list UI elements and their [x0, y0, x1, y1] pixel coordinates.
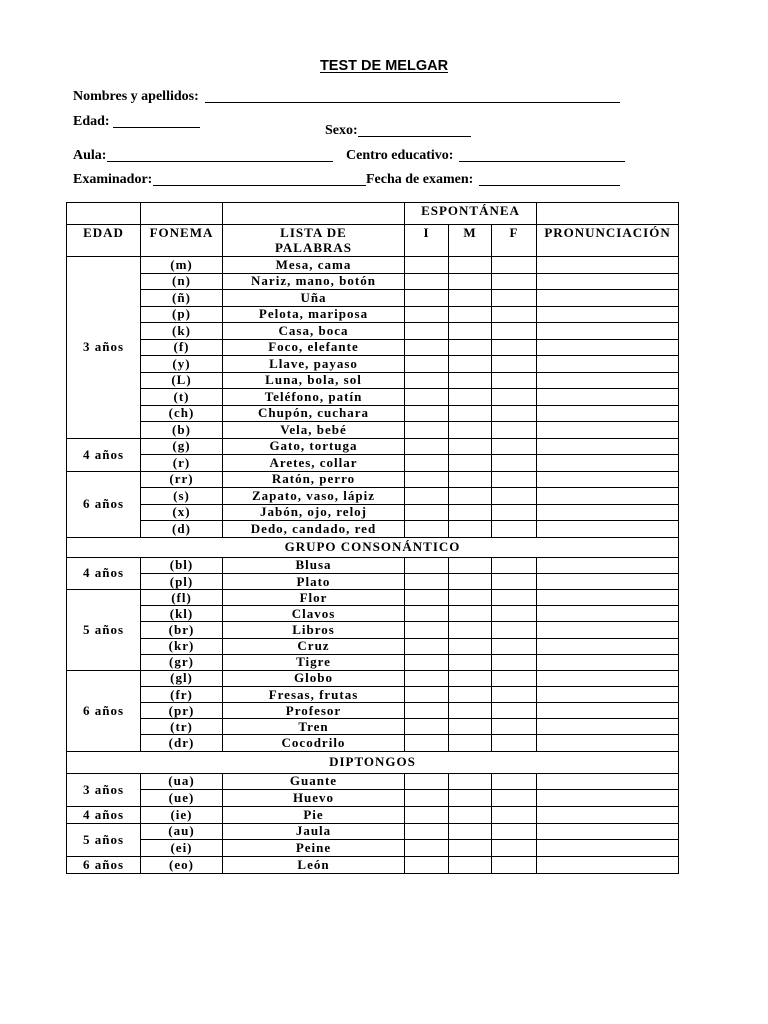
response-cell-m: [449, 590, 492, 606]
table-row: [67, 773, 679, 790]
response-cell-m: [449, 471, 492, 488]
phoneme-cell: (dr): [141, 735, 223, 751]
response-cell-i: [405, 735, 449, 751]
header-i: I: [405, 225, 449, 257]
melgar-test-table: [66, 202, 679, 874]
pronunciation-cell: [537, 703, 679, 719]
response-cell-m: [449, 703, 492, 719]
word-list-cell: Casa, boca: [223, 323, 405, 340]
table-row: [67, 557, 679, 573]
phoneme-cell: (ua): [141, 773, 223, 790]
table-row: [67, 273, 679, 290]
sexo-label: Sexo:: [325, 123, 358, 138]
table-row: [67, 455, 679, 472]
word-list-cell: Profesor: [223, 703, 405, 719]
response-cell-i: [405, 703, 449, 719]
response-cell-m: [449, 670, 492, 686]
pronunciation-cell: [537, 405, 679, 422]
phoneme-cell: (au): [141, 823, 223, 840]
response-cell-f: [492, 790, 537, 807]
table-row: [67, 521, 679, 538]
response-cell-m: [449, 773, 492, 790]
table-row: [67, 422, 679, 439]
table-row: [67, 670, 679, 686]
pronunciation-cell: [537, 840, 679, 857]
phoneme-cell: (d): [141, 521, 223, 538]
response-cell-f: [492, 257, 537, 274]
header-blank-cell: [141, 203, 223, 225]
pronunciation-cell: [537, 356, 679, 373]
sexo-blank-line: [358, 136, 471, 137]
header-espontanea: ESPONTÁNEA: [405, 203, 537, 225]
response-cell-i: [405, 557, 449, 573]
response-cell-i: [405, 488, 449, 505]
response-cell-m: [449, 405, 492, 422]
word-list-cell: Aretes, collar: [223, 455, 405, 472]
section-title-row: [67, 537, 679, 557]
header-lista-palabras-text: LISTA DE PALABRAS: [274, 225, 353, 255]
word-list-cell: Llave, payaso: [223, 356, 405, 373]
age-cell: 3 años: [67, 773, 141, 806]
phoneme-cell: (y): [141, 356, 223, 373]
response-cell-f: [492, 389, 537, 406]
word-list-cell: Jabón, ojo, reloj: [223, 504, 405, 521]
response-cell-i: [405, 606, 449, 622]
word-list-cell: Tren: [223, 719, 405, 735]
response-cell-f: [492, 372, 537, 389]
pronunciation-cell: [537, 488, 679, 505]
table-row: [67, 389, 679, 406]
phoneme-cell: (n): [141, 273, 223, 290]
response-cell-m: [449, 719, 492, 735]
phoneme-cell: (eo): [141, 856, 223, 873]
table-row: [67, 703, 679, 719]
phoneme-cell: (L): [141, 372, 223, 389]
phoneme-cell: (kl): [141, 606, 223, 622]
response-cell-i: [405, 438, 449, 455]
table-row: [67, 806, 679, 823]
word-list-cell: Libros: [223, 622, 405, 638]
phoneme-cell: (ch): [141, 405, 223, 422]
phoneme-cell: (br): [141, 622, 223, 638]
pronunciation-cell: [537, 670, 679, 686]
response-cell-i: [405, 306, 449, 323]
table-row: [67, 856, 679, 873]
pronunciation-cell: [537, 557, 679, 573]
response-cell-i: [405, 806, 449, 823]
table-row: [67, 306, 679, 323]
word-list-cell: Chupón, cuchara: [223, 405, 405, 422]
examinador-blank-line: [153, 185, 366, 186]
phoneme-cell: (ñ): [141, 290, 223, 307]
response-cell-f: [492, 622, 537, 638]
fecha-examen-blank-line: [479, 185, 620, 186]
word-list-cell: Teléfono, patín: [223, 389, 405, 406]
word-list-cell: Blusa: [223, 557, 405, 573]
response-cell-f: [492, 806, 537, 823]
response-cell-i: [405, 422, 449, 439]
pronunciation-cell: [537, 273, 679, 290]
pronunciation-cell: [537, 438, 679, 455]
table-row: [67, 606, 679, 622]
response-cell-m: [449, 806, 492, 823]
table-row: [67, 823, 679, 840]
phoneme-cell: (tr): [141, 719, 223, 735]
table-row: [67, 638, 679, 654]
centro-educativo-blank-line: [459, 161, 625, 162]
pronunciation-cell: [537, 372, 679, 389]
response-cell-m: [449, 438, 492, 455]
examinador-label: Examinador:: [73, 172, 153, 187]
pronunciation-cell: [537, 389, 679, 406]
phoneme-cell: (gr): [141, 654, 223, 670]
pronunciation-cell: [537, 422, 679, 439]
word-list-cell: Guante: [223, 773, 405, 790]
response-cell-f: [492, 719, 537, 735]
pronunciation-cell: [537, 290, 679, 307]
table-row: [67, 590, 679, 606]
response-cell-i: [405, 622, 449, 638]
pronunciation-cell: [537, 773, 679, 790]
table-row: [67, 405, 679, 422]
table-row: [67, 687, 679, 703]
nombres-label: Nombres y apellidos:: [73, 89, 199, 104]
response-cell-f: [492, 735, 537, 751]
phoneme-cell: (ei): [141, 840, 223, 857]
phoneme-cell: (g): [141, 438, 223, 455]
word-list-cell: Pie: [223, 806, 405, 823]
word-list-cell: Tigre: [223, 654, 405, 670]
response-cell-m: [449, 687, 492, 703]
table-row: [67, 790, 679, 807]
table-row: [67, 622, 679, 638]
response-cell-f: [492, 557, 537, 573]
response-cell-m: [449, 257, 492, 274]
table-row: [67, 654, 679, 670]
response-cell-m: [449, 488, 492, 505]
word-list-cell: Jaula: [223, 823, 405, 840]
word-list-cell: Flor: [223, 590, 405, 606]
phoneme-cell: (ue): [141, 790, 223, 807]
response-cell-i: [405, 790, 449, 807]
age-cell: 3 años: [67, 257, 141, 439]
header-fonema: FONEMA: [141, 225, 223, 257]
pronunciation-cell: [537, 654, 679, 670]
response-cell-i: [405, 670, 449, 686]
response-cell-i: [405, 687, 449, 703]
response-cell-f: [492, 840, 537, 857]
fecha-examen-label: Fecha de examen:: [366, 172, 474, 187]
pronunciation-cell: [537, 257, 679, 274]
phoneme-cell: (s): [141, 488, 223, 505]
word-list-cell: Nariz, mano, botón: [223, 273, 405, 290]
response-cell-m: [449, 790, 492, 807]
phoneme-cell: (x): [141, 504, 223, 521]
response-cell-f: [492, 773, 537, 790]
response-cell-f: [492, 638, 537, 654]
response-cell-i: [405, 590, 449, 606]
section-title: DIPTONGOS: [67, 751, 679, 773]
word-list-cell: Globo: [223, 670, 405, 686]
phoneme-cell: (ie): [141, 806, 223, 823]
header-lista-palabras: [223, 225, 405, 257]
response-cell-i: [405, 840, 449, 857]
header-pronunciacion: PRONUNCIACIÓN: [537, 225, 679, 257]
pronunciation-cell: [537, 638, 679, 654]
response-cell-i: [405, 573, 449, 589]
header-m: M: [449, 225, 492, 257]
aula-label: Aula:: [73, 148, 107, 163]
word-list-cell: Cruz: [223, 638, 405, 654]
response-cell-f: [492, 856, 537, 873]
response-cell-i: [405, 521, 449, 538]
response-cell-m: [449, 557, 492, 573]
phoneme-cell: (b): [141, 422, 223, 439]
pronunciation-cell: [537, 806, 679, 823]
response-cell-f: [492, 356, 537, 373]
phoneme-cell: (f): [141, 339, 223, 356]
response-cell-i: [405, 405, 449, 422]
response-cell-i: [405, 323, 449, 340]
nombres-blank-line: [205, 102, 620, 103]
word-list-cell: León: [223, 856, 405, 873]
age-cell: 6 años: [67, 856, 141, 873]
pronunciation-cell: [537, 590, 679, 606]
word-list-cell: Mesa, cama: [223, 257, 405, 274]
response-cell-i: [405, 504, 449, 521]
response-cell-f: [492, 323, 537, 340]
response-cell-m: [449, 840, 492, 857]
response-cell-f: [492, 339, 537, 356]
age-cell: 5 años: [67, 590, 141, 671]
response-cell-f: [492, 703, 537, 719]
response-cell-m: [449, 504, 492, 521]
response-cell-i: [405, 856, 449, 873]
phoneme-cell: (fl): [141, 590, 223, 606]
header-blank-cell: [537, 203, 679, 225]
age-cell: 4 años: [67, 806, 141, 823]
pronunciation-cell: [537, 606, 679, 622]
header-row-columns: [67, 225, 679, 257]
phoneme-cell: (r): [141, 455, 223, 472]
table-row: [67, 257, 679, 274]
word-list-cell: Dedo, candado, red: [223, 521, 405, 538]
response-cell-m: [449, 654, 492, 670]
response-cell-f: [492, 405, 537, 422]
word-list-cell: Huevo: [223, 790, 405, 807]
response-cell-f: [492, 670, 537, 686]
age-cell: 5 años: [67, 823, 141, 856]
response-cell-i: [405, 273, 449, 290]
response-cell-i: [405, 372, 449, 389]
response-cell-i: [405, 654, 449, 670]
response-cell-f: [492, 438, 537, 455]
pronunciation-cell: [537, 573, 679, 589]
edad-label: Edad:: [73, 114, 110, 129]
response-cell-m: [449, 306, 492, 323]
pronunciation-cell: [537, 856, 679, 873]
response-cell-m: [449, 372, 492, 389]
word-list-cell: Fresas, frutas: [223, 687, 405, 703]
word-list-cell: Vela, bebé: [223, 422, 405, 439]
phoneme-cell: (bl): [141, 557, 223, 573]
response-cell-f: [492, 306, 537, 323]
phoneme-cell: (fr): [141, 687, 223, 703]
pronunciation-cell: [537, 823, 679, 840]
response-cell-i: [405, 389, 449, 406]
table-row: [67, 573, 679, 589]
response-cell-f: [492, 455, 537, 472]
edad-blank-line: [113, 127, 200, 128]
pronunciation-cell: [537, 687, 679, 703]
phoneme-cell: (t): [141, 389, 223, 406]
word-list-cell: Gato, tortuga: [223, 438, 405, 455]
phoneme-cell: (pl): [141, 573, 223, 589]
pronunciation-cell: [537, 622, 679, 638]
table-row: [67, 471, 679, 488]
age-cell: 4 años: [67, 438, 141, 471]
section-title: GRUPO CONSONÁNTICO: [67, 537, 679, 557]
response-cell-i: [405, 290, 449, 307]
response-cell-i: [405, 823, 449, 840]
word-list-cell: Zapato, vaso, lápiz: [223, 488, 405, 505]
phoneme-cell: (kr): [141, 638, 223, 654]
table-row: [67, 356, 679, 373]
table-row: [67, 323, 679, 340]
section-title-row: [67, 751, 679, 773]
response-cell-i: [405, 257, 449, 274]
response-cell-i: [405, 471, 449, 488]
pronunciation-cell: [537, 719, 679, 735]
table-row: [67, 372, 679, 389]
response-cell-m: [449, 638, 492, 654]
pronunciation-cell: [537, 521, 679, 538]
response-cell-f: [492, 823, 537, 840]
table-row: [67, 488, 679, 505]
response-cell-m: [449, 389, 492, 406]
header-edad: EDAD: [67, 225, 141, 257]
response-cell-f: [492, 521, 537, 538]
response-cell-m: [449, 422, 492, 439]
response-cell-m: [449, 290, 492, 307]
pronunciation-cell: [537, 471, 679, 488]
response-cell-f: [492, 654, 537, 670]
word-list-cell: Uña: [223, 290, 405, 307]
pronunciation-cell: [537, 323, 679, 340]
response-cell-m: [449, 573, 492, 589]
response-cell-m: [449, 823, 492, 840]
response-cell-f: [492, 471, 537, 488]
word-list-cell: Pelota, mariposa: [223, 306, 405, 323]
response-cell-m: [449, 323, 492, 340]
word-list-cell: Clavos: [223, 606, 405, 622]
response-cell-i: [405, 339, 449, 356]
response-cell-m: [449, 521, 492, 538]
pronunciation-cell: [537, 339, 679, 356]
table-row: [67, 504, 679, 521]
response-cell-f: [492, 606, 537, 622]
header-f: F: [492, 225, 537, 257]
age-cell: 6 años: [67, 471, 141, 537]
pronunciation-cell: [537, 504, 679, 521]
response-cell-f: [492, 573, 537, 589]
table-row: [67, 840, 679, 857]
table-row: [67, 339, 679, 356]
pronunciation-cell: [537, 455, 679, 472]
response-cell-f: [492, 687, 537, 703]
table-row: [67, 438, 679, 455]
pronunciation-cell: [537, 790, 679, 807]
word-list-cell: Luna, bola, sol: [223, 372, 405, 389]
response-cell-f: [492, 590, 537, 606]
response-cell-m: [449, 273, 492, 290]
document-title: TEST DE MELGAR: [319, 58, 449, 74]
phoneme-cell: (p): [141, 306, 223, 323]
test-table-body: [67, 257, 679, 874]
age-cell: 4 años: [67, 557, 141, 589]
pronunciation-cell: [537, 735, 679, 751]
age-cell: 6 años: [67, 670, 141, 751]
table-header: [67, 203, 679, 257]
table-row: [67, 290, 679, 307]
header-row-top: [67, 203, 679, 225]
phoneme-cell: (m): [141, 257, 223, 274]
response-cell-i: [405, 356, 449, 373]
response-cell-i: [405, 773, 449, 790]
response-cell-m: [449, 356, 492, 373]
word-list-cell: Plato: [223, 573, 405, 589]
phoneme-cell: (rr): [141, 471, 223, 488]
response-cell-i: [405, 719, 449, 735]
response-cell-m: [449, 606, 492, 622]
response-cell-m: [449, 735, 492, 751]
phoneme-cell: (k): [141, 323, 223, 340]
response-cell-m: [449, 856, 492, 873]
pronunciation-cell: [537, 306, 679, 323]
table-row: [67, 735, 679, 751]
response-cell-f: [492, 504, 537, 521]
response-cell-i: [405, 455, 449, 472]
aula-blank-line: [107, 161, 333, 162]
response-cell-m: [449, 622, 492, 638]
word-list-cell: Peine: [223, 840, 405, 857]
response-cell-f: [492, 488, 537, 505]
phoneme-cell: (gl): [141, 670, 223, 686]
response-cell-f: [492, 422, 537, 439]
header-blank-cell: [223, 203, 405, 225]
phoneme-cell: (pr): [141, 703, 223, 719]
response-cell-f: [492, 290, 537, 307]
word-list-cell: Cocodrilo: [223, 735, 405, 751]
response-cell-m: [449, 455, 492, 472]
table-row: [67, 719, 679, 735]
response-cell-f: [492, 273, 537, 290]
word-list-cell: Ratón, perro: [223, 471, 405, 488]
response-cell-m: [449, 339, 492, 356]
response-cell-i: [405, 638, 449, 654]
header-blank-cell: [67, 203, 141, 225]
centro-educativo-label: Centro educativo:: [346, 148, 454, 163]
word-list-cell: Foco, elefante: [223, 339, 405, 356]
